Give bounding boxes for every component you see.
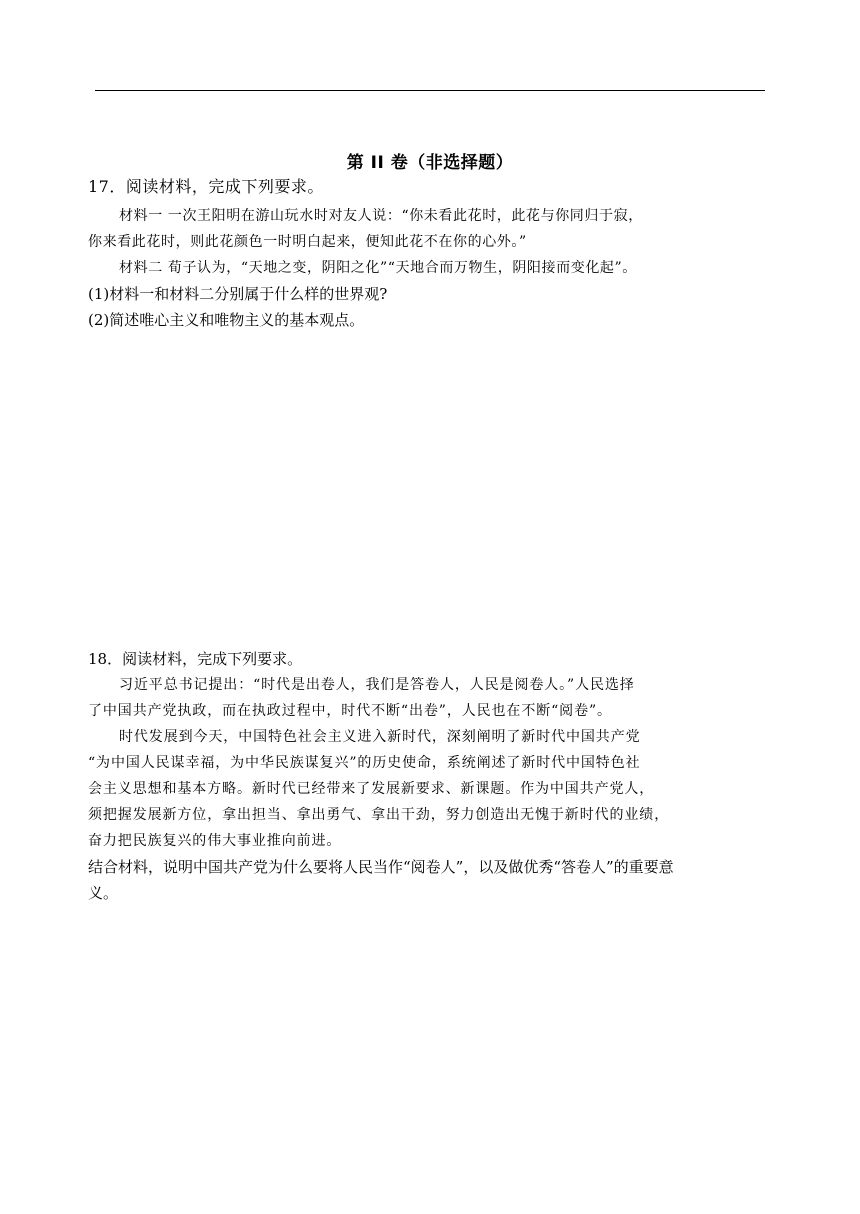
q17-material-2: 材料二 荀子认为，“天地之变，阴阳之化”“天地合而万物生，阴阳接而变化起”。 [119,260,637,276]
header-rule [95,90,765,91]
q18-paragraph-1-line-1: 习近平总书记提出：“时代是出卷人，我们是答卷人，人民是阅卷人。”人民选择 [119,677,635,693]
q17-material-1-line-2: 你来看此花时，则此花颜色一时明白起来，便知此花不在你的心外。” [88,234,527,250]
question-18-heading: 18．阅读材料，完成下列要求。 [88,650,303,668]
question-17-heading: 17．阅读材料，完成下列要求。 [88,177,324,196]
q18-paragraph-2-line-1: 时代发展到今天，中国特色社会主义进入新时代，深刻阐明了新时代中国共产党 [119,729,641,745]
q18-question-line-2: 义。 [88,884,119,902]
q18-paragraph-2-line-3: 会主义思想和基本方略。新时代已经带来了发展新要求、新课题。作为中国共产党人， [88,781,655,797]
q18-paragraph-2-line-5: 奋力把民族复兴的伟大事业推向前进。 [88,833,342,849]
q18-question-line-1: 结合材料，说明中国共产党为什么要将人民当作“阅卷人”，以及做优秀“答卷人”的重要意 [88,858,674,876]
q18-paragraph-1-line-2: 了中国共产党执政，而在执政过程中，时代不断“出卷”，人民也在不断“阅卷”。 [88,703,612,719]
section-title: 第 II 卷（非选择题） [346,153,514,173]
q17-material-1-line-1: 材料一 一次王阳明在游山玩水时对友人说：“你未看此花时，此花与你同归于寂， [119,208,643,224]
q18-paragraph-2-line-2: “为中国人民谋幸福，为中华民族谋复兴”的历史使命，系统阐述了新时代中国特色社 [88,755,641,771]
q17-subquestion-1: (1)材料一和材料二分别属于什么样的世界观? [88,285,388,303]
q17-subquestion-2: (2)简述唯心主义和唯物主义的基本观点。 [88,311,365,329]
q18-paragraph-2-line-4: 须把握发展新方位，拿出担当、拿出勇气、拿出干劲，努力创造出无愧于新时代的业绩， [88,807,670,823]
